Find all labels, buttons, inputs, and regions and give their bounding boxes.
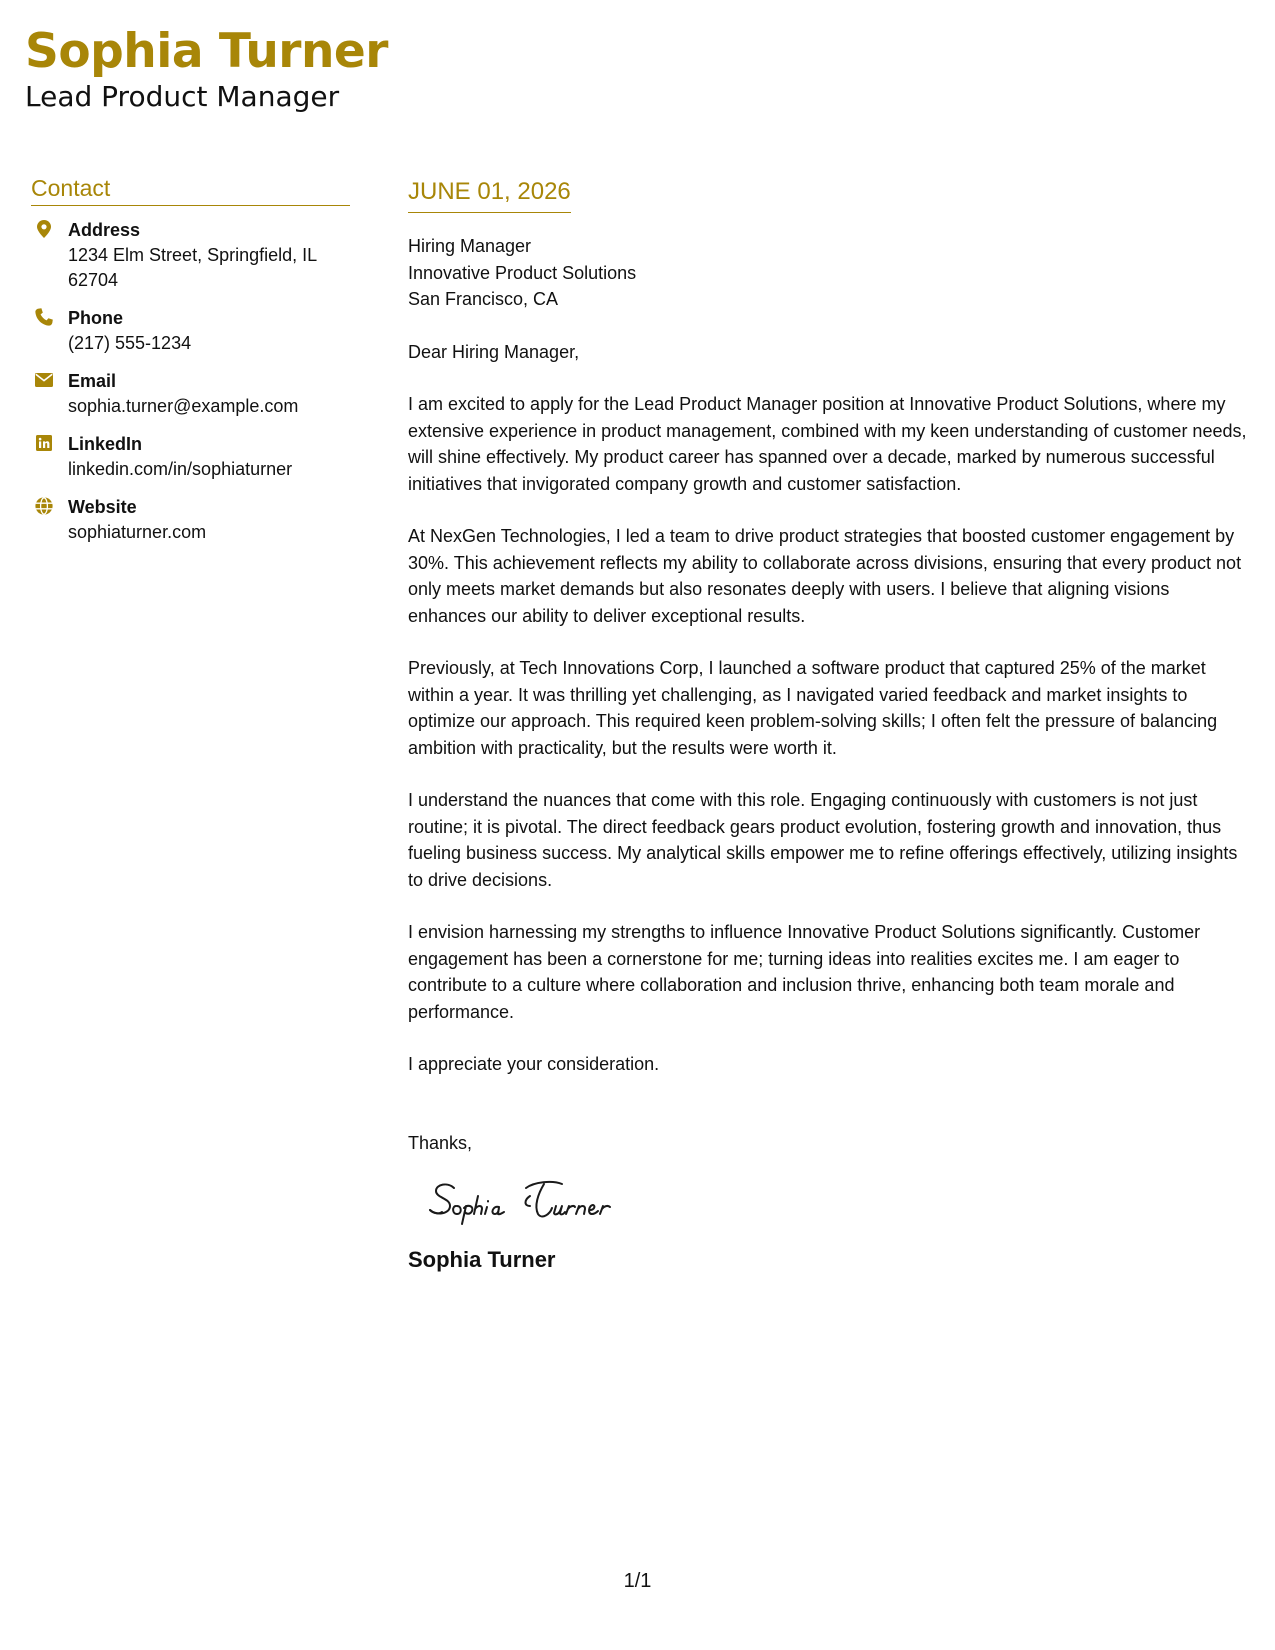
contact-item-linkedin [31, 432, 350, 482]
website-label: Website [68, 497, 137, 517]
letter-body [408, 176, 1250, 1274]
signed-name: Sophia Turner [408, 1247, 556, 1272]
recipient-location: San Francisco, CA [408, 289, 559, 309]
contact-item-website [31, 495, 350, 545]
linkedin-value: linkedin.com/in/sophiaturner [68, 459, 293, 479]
linkedin-icon [33, 432, 55, 454]
applicant-name: Sophia Turner [25, 24, 388, 79]
map-pin-icon [33, 218, 55, 240]
contact-list [31, 218, 350, 545]
paragraph: At NexGen Technologies, I led a team to drive product strategies that boosted customer engagement by 30%. This achievement reflects my ability to collaborate across divisions, ensuring that every product not only meets market demands but also resonates deeply with users. I believe that aligning visions enhances our ability to deliver exceptional results. [408, 526, 1242, 626]
email-label: Email [68, 371, 117, 391]
linkedin-label: LinkedIn [68, 434, 143, 454]
contact-item-address [31, 218, 350, 293]
contact-heading: Contact [31, 173, 350, 206]
page-number: 1/1 [623, 1570, 652, 1592]
signature-image [426, 1174, 656, 1230]
email-value: sophia.turner@example.com [68, 396, 299, 416]
paragraph: I am excited to apply for the Lead Product Manager position at Innovative Product Solutions, where my extensive experience in product management, combined with my keen understanding of customer needs, will shine effectively. My product career has spanned over a decade, marked by numerous successful initiatives that invigorated company growth and customer satisfaction. [408, 394, 1247, 494]
recipient-company: Innovative Product Solutions [408, 262, 637, 283]
letter-date: JUNE 01, 2026 [408, 176, 571, 213]
signoff: Thanks, [408, 1132, 473, 1153]
paragraph: I understand the nuances that come with this role. Engaging continuously with customers is not just routine; it is pivotal. The direct feedback gears product evolution, fostering growth and innovation, thus fueling business success. My analytical skills empower me to refine offerings effectively, utilizing insights to drive decisions. [408, 790, 1238, 890]
contact-sidebar [31, 173, 350, 558]
address-label: Address [68, 220, 141, 240]
phone-icon [33, 306, 55, 328]
job-title: Lead Product Manager [25, 80, 340, 113]
paragraph: Previously, at Tech Innovations Corp, I launched a software product that captured 25% of the market within a year. It was thrilling yet challenging, as I navigated varied feedback and market insights to optimize our approach. This required keen problem-solving skills; I often felt the pressure of balancing ambition with practicality, but the results were worth it. [408, 658, 1218, 758]
address-value: 1234 Elm Street, Springfield, IL 62704 [68, 245, 317, 290]
envelope-icon [33, 369, 55, 391]
handwritten-signature [426, 1174, 656, 1230]
salutation: Dear Hiring Manager, [408, 341, 580, 362]
globe-icon [33, 495, 55, 517]
recipient-block [408, 233, 1250, 313]
phone-value: (217) 555-1234 [68, 333, 192, 353]
phone-label: Phone [68, 308, 124, 328]
contact-item-email [31, 369, 350, 419]
closing-line: I appreciate your consideration. [408, 1054, 660, 1074]
paragraph: I envision harnessing my strengths to influence Innovative Product Solutions significantly. Customer engagement has been a cornerstone for me; turning ideas into realities excites me. I am eager to contribute to a culture where collaboration and inclusion thrive, enhancing both team morale and performance. [408, 922, 1201, 1022]
recipient-name: Hiring Manager [408, 236, 532, 256]
header [25, 22, 388, 114]
contact-item-phone [31, 306, 350, 356]
website-value: sophiaturner.com [68, 522, 207, 542]
